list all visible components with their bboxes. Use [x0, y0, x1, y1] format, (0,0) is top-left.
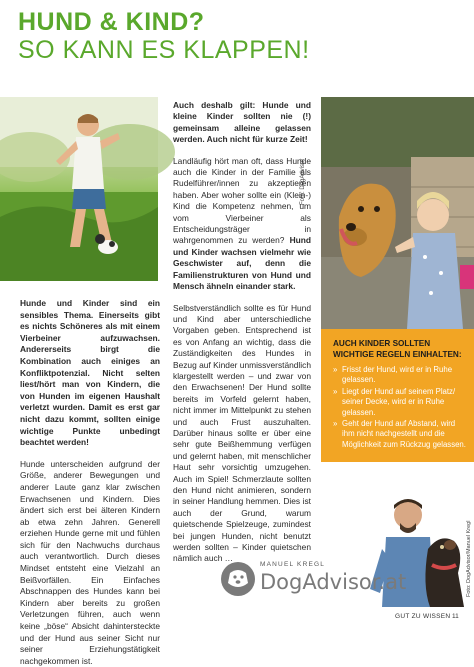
tip-box — [321, 329, 474, 462]
footer-section-name: GUT ZU WISSEN — [395, 613, 451, 620]
paragraph-1-text: Landläufig hört man oft, dass Hunde auch die Kinder in der Familie als Rudelführer/innen zu akzeptieren haben. Aber woher sollte ein (Klein-) Kind die Kompetenz nehmen, um vom Vierbeiner als Entscheidungsträger in wahrgenommen zu werden? — [173, 155, 311, 246]
tip-item-text: Geht der Hund auf Abstand, wird ihm nicht nachgestellt und die Möglichkeit zum Rückzug gelassen. — [342, 419, 466, 449]
photo-boy-with-dog — [0, 97, 158, 281]
lead-paragraph: Auch deshalb gilt: Hunde und kleine Kinder sollten nie (!) gemeinsam alleine gelassen werden. Auch nicht für kurze Zeit! — [173, 100, 311, 145]
tip-list — [333, 365, 466, 450]
photo-girl-with-dog — [321, 97, 474, 329]
tip-item — [333, 365, 466, 386]
photo-credit-2: Foto: DogAdvisor/Manuel Kregl — [466, 520, 472, 597]
bullet-icon: » — [333, 419, 338, 429]
headline-line2: SO KANN ES KLAPPEN! — [18, 36, 310, 64]
logo-brand-text: DogAdvisor.at — [260, 570, 407, 594]
tip-item-text: Liegt der Hund auf seinem Platz/ seiner Decke, wird er in Ruhe gelassen. — [342, 386, 456, 417]
left-column — [20, 298, 160, 667]
photo-girl-illustration — [321, 97, 474, 329]
dog-head-logo-icon — [220, 561, 256, 597]
tip-item — [333, 387, 466, 418]
paragraph-1-bold: Hund und Kinder wachsen vielmehr wie Geschwister auf, denn die Familienstrukturen von Hund und Mensch ähneln einander stark. — [173, 235, 311, 292]
tip-item — [333, 419, 466, 450]
paragraph-1 — [173, 156, 311, 293]
body-paragraph: Hunde unterscheiden aufgrund der Größe, anderer Bewegungen und anderer Laute ganz klar zwischen Erwachsenen und Kindern. Dies ändert sich erst bei älteren Kindern ab etwa zehn Jahren. Generell erziehen Hunde gerne mit und fühlen sich für den Nachwuchs durchaus auch verantwortlich. Durch dieses Mindset entsteht eine Vielzahl an Beißvorfällen. Ein Einfaches Abschnappen des Hundes kann bei Kindern aber bereits zu großen Verletzungen führen, auch wenn keine „böse“ Absicht dahintersteckte und der Hund aus seiner Sicht nur seiner Erziehungstätigkeit nachgekommen ist. — [20, 458, 160, 666]
tip-box-title: AUCH KINDER SOLLTEN WICHTIGE REGELN EINHALTEN: — [333, 339, 462, 359]
tip-item-text: Frisst der Hund, wird er in Ruhe gelassen. — [342, 365, 453, 385]
intro-paragraph: Hunde und Kinder sind ein sensibles Thema. Einerseits gibt es nichts Schöneres als mit einem Vierbeiner aufzuwachsen. Andererseits birgt die Kombination auch einiges an Konfliktpotenzial. Nicht selten liest/hört man von Kindern, die von Hunden im eigenen Haushalt verletzt wurden. Damit es erst gar nicht dazu kommt, sollten einige wichtige Punkte unbedingt beachtet werden! — [20, 298, 160, 448]
dogadvisor-logo — [218, 561, 407, 597]
middle-column — [173, 100, 311, 575]
bullet-icon: » — [333, 365, 338, 374]
logo-person-name: MANUEL KREGL — [260, 561, 326, 568]
paragraph-2: Selbstverständlich sollte es für Hund und Kind aber unterschiedliche Vorgaben geben. Entsprechend ist es von Anfang an wichtig, dass die Zuständigkeiten des Hundes in Bezug auf Kinder unmissverständlich klargestellt werden – und zwar von den Erwachsenen! Der Hund sollte bereits im Vorfeld gelernt haben, nicht immer im Mittelpunkt zu stehen und auch Frust auszuhalten. Darüber hinaus sollte er über eine sehr gute Beißhemmung verfügen und gelernt haben, mit menschlicher Haut sehr vorsichtig umzugehen. Auch im Spiel! Schmerzlaute sollten den Hund nicht animieren, sondern in seiner Handlung hemmen. Dies ist auch der Grund, warum quietschende Spielzeuge, zumindest bei jungen Hunden, nicht benutzt werden sollten – Kinder quietschen nämlich auch … — [173, 302, 311, 564]
bullet-icon: » — [333, 386, 338, 396]
page-number: 11 — [452, 613, 459, 620]
photo-boy-illustration — [0, 97, 158, 281]
headline-line1: HUND & KIND? — [18, 8, 205, 36]
photo-credit-1: Foto: DogAdvisor — [300, 158, 306, 205]
